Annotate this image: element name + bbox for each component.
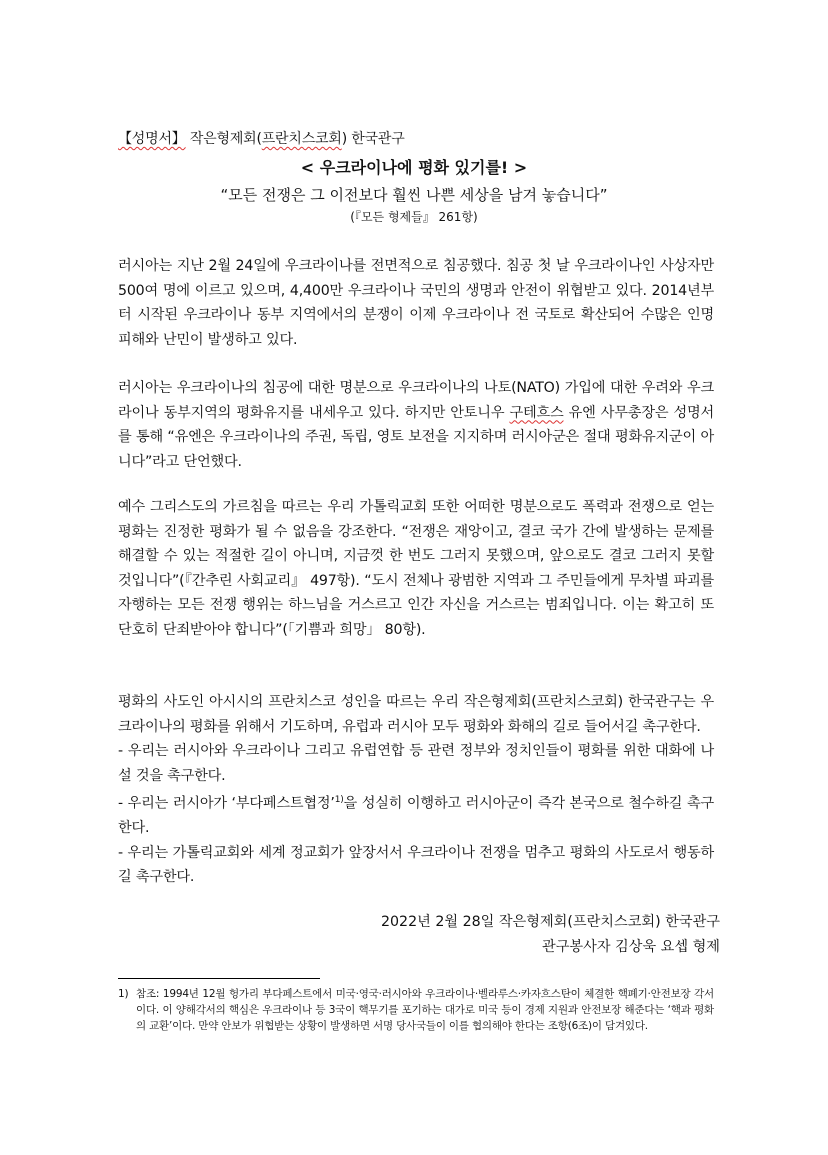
call-item-3: - 우리는 가톨릭교회와 세계 정교회가 앞장서서 우크라이나 전쟁을 멈추고 평화의 사도로서 행동하길 촉구한다. (118, 844, 714, 886)
statement-header (118, 128, 405, 148)
org-name-prefix: 작은형제회( (189, 131, 262, 147)
paragraph-3-text: 예수 그리스도의 가르침을 따르는 우리 가톨릭교회 또한 어떠한 명분으로도 폭력과 전쟁으로 얻는 평화는 진정한 평화가 될 수 없음을 강조한다. “전쟁은 재앙이고, 결코 국가 간에 발생하는 문제를 해결할 수 있는 적절한 길이 아니며, 지금껏 한 번도 그러지 못했으며, 앞으로도 결코 그러지 못할 것입니다”(『간추린 사회교리』 497항). “도시 전체나 광범한 지역과 그 주민들에게 무차별 파괴를 자행하는 모든 전쟁 행위는 하느님을 거스르고 인간 자신을 거스르는 범죄입니다. 이는 확고히 또 단호히 단죄받아야 합니다”(「기쁨과 희망」 80항). (118, 499, 714, 638)
epigraph-source: (『모든 형제들』 261항) (350, 210, 478, 224)
footnote-divider (118, 978, 320, 979)
call-item-2 (118, 788, 714, 841)
paragraph-2-text-b: 유엔 사무총장은 성명서를 통해 “유엔은 우크라이나의 주권, 독립, 영토 보전을 지지하며 러시아군은 절대 평화유지군이 아니다”라고 단언했다. (118, 404, 714, 470)
paragraph-2 (118, 376, 714, 474)
statement-label: 【성명서】 (118, 131, 186, 147)
paragraph-4-intro: 평화의 사도인 아시시의 프란치스코 성인을 따르는 우리 작은형제회(프란치스코회) 한국관구는 우크라이나의 평화를 위해서 기도하며, 유럽과 러시아 모두 평화와 화해의 길로 들어서길 촉구한다. (118, 694, 714, 735)
footnote-text: 참조: 1994년 12월 헝가리 부다페스트에서 미국·영국·러시아와 우크라이나·벨라루스·카자흐스탄이 체결한 핵폐기·안전보장 각서이다. 이 양해각서의 핵심은 우크라이나 등 3국이 핵무기를 포기하는 대가로 미국 등이 경제 지원과 안전보장 해준다는 ‘핵과 평화의 교환’이다. 만약 안보가 위협받는 상황이 발생하면 서명 당사국들이 이를 협의해야 한다는 조항(6조)이 담겨있다. (136, 988, 714, 1032)
footnote (118, 986, 714, 1034)
paragraph-2-text-a: 러시아는 우크라이나의 침공에 대한 명분으로 우크라이나의 나토(NATO) 가입에 대한 우려와 우크라이나 동부지역의 평화유지를 내세우고 있다. 하지만 안토니우 (118, 380, 714, 421)
footnote-number: 1) (118, 988, 129, 1000)
paragraph-3 (118, 495, 714, 642)
call-item-1: - 우리는 러시아와 우크라이나 그리고 유럽연합 등 관련 정부와 정치인들이 평화를 위한 대화에 나설 것을 촉구한다. (118, 743, 714, 784)
document-title: < 우크라이나에 평화 있기를! > (300, 158, 528, 177)
call-item-2-text-a: - 우리는 러시아가 ‘부다페스트협정’ (118, 795, 335, 812)
signature-date-line: 2022년 2월 28일 작은형제회(프란치스코회) 한국관구 (381, 914, 720, 930)
epigraph-quote: “모든 전쟁은 그 이전보다 훨씬 나쁜 세상을 남겨 놓습니다” (220, 186, 608, 204)
paragraph-1 (118, 254, 714, 352)
guterres-name: 구테흐스 (509, 404, 564, 421)
footnote-reference[interactable]: 1) (334, 795, 344, 805)
paragraph-4 (118, 690, 714, 890)
signature-signer: 관구봉사자 김상욱 요셉 형제 (542, 939, 720, 955)
org-name-underlined: 프란치스코회 (261, 131, 342, 147)
org-name-suffix: ) (341, 131, 347, 147)
province-name: 한국관구 (351, 131, 405, 147)
call-item-2-text-b: 을 성실히 이행하고 러시아군이 즉각 본국으로 철수하길 촉구한다. (118, 795, 714, 837)
paragraph-1-text: 러시아는 지난 2월 24일에 우크라이나를 전면적으로 침공했다. 침공 첫 날 우크라이나인 사상자만 500여 명에 이르고 있으며, 4,400만 우크라이나 국민의 생명과 안전이 위협받고 있다. 2014년부터 시작된 우크라이나 동부 지역에서의 분쟁이 이제 우크라이나 전 국토로 확산되어 수많은 인명 피해와 난민이 발생하고 있다. (118, 258, 714, 348)
